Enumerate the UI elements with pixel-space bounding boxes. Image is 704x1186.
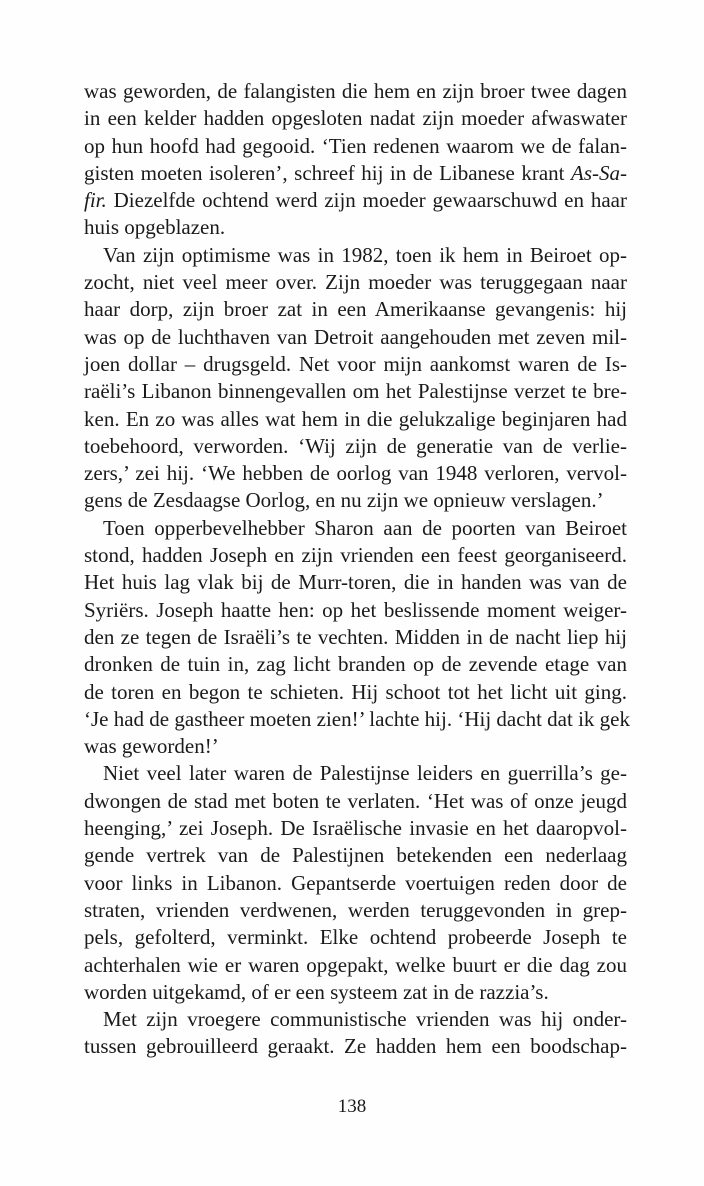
text-line: op hun hoofd had gegooid. ‘Tien redenen waarom we de falan- [84,133,627,158]
text-line: in een kelder hadden opgesloten nadat zijn moeder afwaswater [84,106,627,131]
text-line: gens de Zesdaagse Oorlog, en nu zijn we opnieuw verslagen.’ [84,488,604,513]
text-line: den ze tegen de Israëli’s te vechten. Midden in de nacht liep hij [84,624,627,649]
page-number: 138 [337,1096,367,1117]
text-line: Toen opperbevelhebber Sharon aan de poorten van Beiroet [103,515,627,540]
text-line [84,187,627,214]
text-line: worden uitgekamd, of er een systeem zat in de razzia’s. [84,979,549,1004]
text-line: Het huis lag vlak bij de Murr-toren, die in handen was van de [84,570,627,595]
text-line: raëli’s Libanon binnengevallen om het Palestijnse verzet te bre- [84,379,627,404]
text-line: Niet veel later waren de Palestijnse leiders en guerrilla’s ge- [103,761,627,786]
text-line: straten, vrienden verdwenen, werden teruggevonden in grep- [84,897,627,922]
text-line: dwongen de stad met boten te verlaten. ‘Het was of onze jeugd [84,788,627,813]
newspaper-name-italic: fir. [84,188,107,213]
text-line: ‘Je had de gastheer moeten zien!’ lachte hij. ‘Hij dacht dat ik gek [84,706,630,731]
text-line: heenging,’ zei Joseph. De Israëlische invasie en het daaropvol- [84,816,627,841]
text-line: zers,’ zei hij. ‘We hebben de oorlog van 1948 verloren, vervol- [84,461,627,486]
text-line: toebehoord, verworden. ‘Wij zijn de generatie van de verlie- [84,433,627,458]
text-line: haar dorp, zijn broer zat in een Amerikaanse gevangenis: hij [84,297,627,322]
newspaper-name-italic: As-Sa- [571,160,627,185]
text-fragment: gisten moeten isoleren’, schreef hij in de Libanese krant [84,160,565,185]
text-line: was op de luchthaven van Detroit aangehouden met zeven mil- [84,324,627,349]
paragraph [84,78,627,242]
paragraph [84,760,627,1006]
text-line: pels, gefolterd, verminkt. Elke ochtend probeerde Joseph te [84,925,627,950]
text-line: voor links in Libanon. Gepantserde voertuigen reden door de [84,870,627,895]
text-line: de toren en begon te schieten. Hij schoot tot het licht uit ging. [84,679,627,704]
text-line: Van zijn optimisme was in 1982, toen ik hem in Beiroet op- [103,242,627,267]
text-line: gende vertrek van de Palestijnen betekenden een nederlaag [84,843,627,868]
text-line: Syriërs. Joseph haatte hen: op het beslissende moment weiger- [84,597,627,622]
text-line: dronken de tuin in, zag licht branden op de zevende etage van [84,652,627,677]
paragraph [84,242,627,515]
text-line: achterhalen wie er waren opgepakt, welke buurt er die dag zou [84,952,627,977]
text-line: stond, hadden Joseph en zijn vrienden een feest georganiseerd. [84,543,627,568]
text-fragment: Diezelfde ochtend werd zijn moeder gewaarschuwd en haar [106,188,627,213]
text-line: huis opgeblazen. [84,215,226,240]
text-line: was geworden!’ [84,734,219,759]
text-line: was geworden, de falangisten die hem en zijn broer twee dagen [84,79,627,103]
text-line [84,160,627,187]
text-line: tussen gebrouilleerd geraakt. Ze hadden hem een boodschap- [84,1034,627,1059]
paragraph [84,1006,627,1061]
paragraph [84,515,630,761]
body-text [84,78,630,1061]
text-line: zocht, niet veel meer over. Zijn moeder was teruggegaan naar [84,270,627,295]
text-line: joen dollar – drugsgeld. Net voor mijn aankomst waren de Is- [84,351,627,376]
text-line: Met zijn vroegere communistische vrienden was hij onder- [103,1007,627,1032]
text-line: ken. En zo was alles wat hem in die gelukzalige beginjaren had [84,406,627,431]
